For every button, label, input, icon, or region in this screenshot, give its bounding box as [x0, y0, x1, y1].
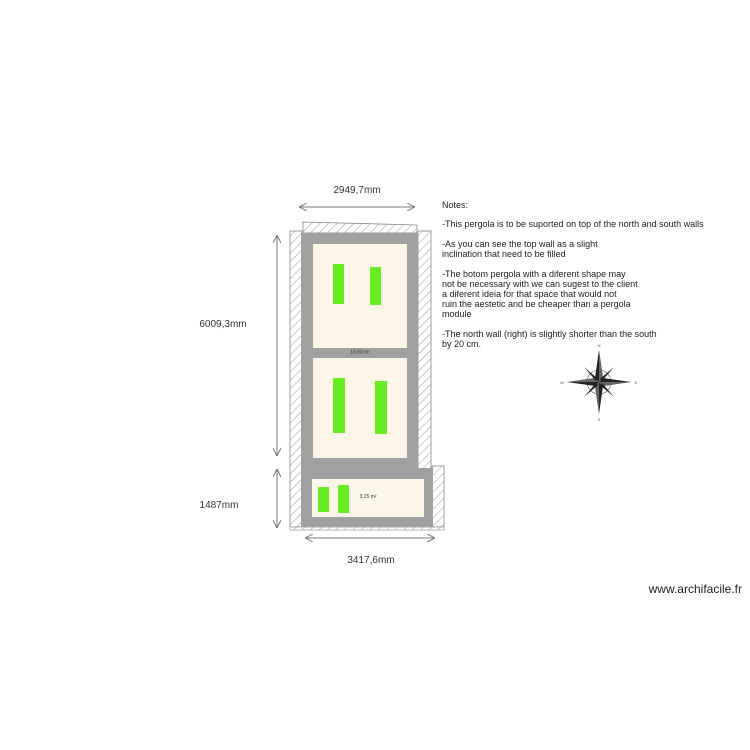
room-area-label: 13,63 m² [350, 349, 370, 356]
compass-south-label: S [597, 417, 601, 422]
note-item: -This pergola is to be suported on top of the north and south walls [442, 219, 704, 229]
note-item: -The botom pergola with a diferent shape may not be necessary with we can sugest to the client a diferent ideia for that space that would not ruin the aestetic and be cheaper than a pergola module [442, 269, 638, 319]
room-upper [313, 244, 407, 348]
dimension-left-upper: 6009,3mm [199, 319, 247, 330]
east-wall-lower-hatch [432, 466, 444, 527]
compass-north-label: N [597, 343, 601, 348]
bottom-wall-hatch [290, 527, 444, 530]
south-wall-hatch [290, 231, 302, 527]
notes-panel [442, 200, 742, 359]
compass-east-label: E [634, 380, 638, 385]
pergola-module [318, 487, 329, 512]
pergola-module [333, 378, 345, 433]
top-wall-inclined [303, 222, 417, 233]
pergola-module [338, 485, 349, 513]
note-item: -As you can see the top wall as a slight inclination that need to be filled [442, 239, 598, 259]
watermark: www.archifacile.fr [648, 582, 742, 596]
room-middle [313, 358, 407, 458]
note-item: -The north wall (right) is slightly shorter than the south by 20 cm. [442, 329, 657, 349]
dimension-top-width: 2949,7mm [333, 185, 381, 196]
dimension-bottom-width: 3417,6mm [347, 555, 395, 566]
pergola-module [375, 381, 387, 434]
notes-title: Notes: [442, 200, 469, 210]
pergola-module [333, 264, 344, 304]
room-area-label: 3,15 m² [359, 494, 377, 500]
dimension-left-lower: 1487mm [199, 500, 239, 511]
compass-west-label: W [560, 380, 564, 385]
north-wall-hatch [418, 231, 431, 477]
pergola-module [370, 267, 381, 305]
